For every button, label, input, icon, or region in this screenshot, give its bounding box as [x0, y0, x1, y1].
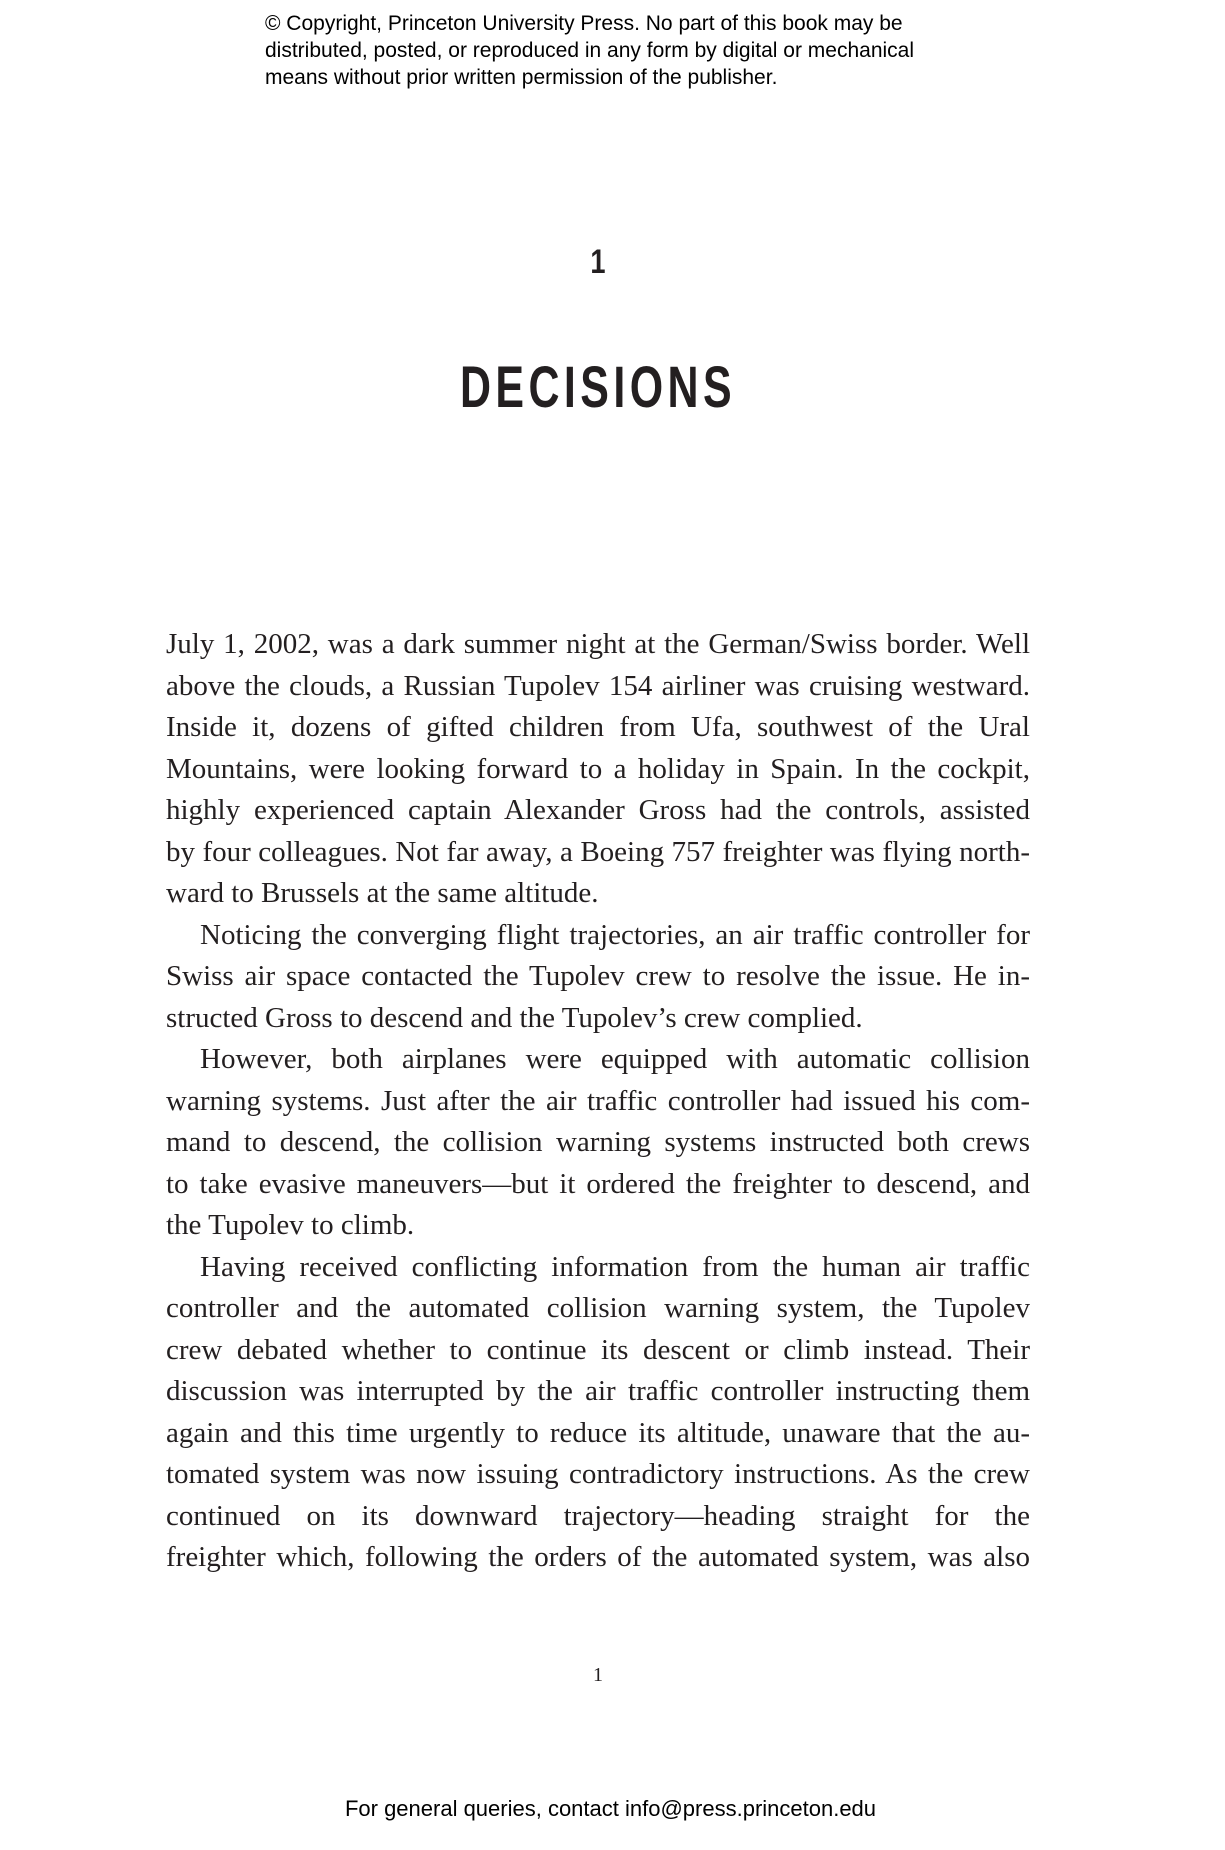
contact-footer	[0, 1796, 1225, 1822]
text-line: Inside it, dozens of gifted children from Ufa, southwest of the Ural	[166, 711, 1030, 743]
chapter-number: 1	[590, 243, 606, 281]
contact-footer-text: For general queries, contact info@press.princeton.edu	[344, 1796, 877, 1821]
text-line: again and this time urgently to reduce its altitude, unaware that the au-	[166, 1416, 1030, 1449]
text-line: Mountains, were looking forward to a holiday in Spain. In the cockpit,	[166, 752, 1030, 785]
text-line: discussion was interrupted by the air traffic controller instructing them	[166, 1375, 1030, 1407]
text-line: mand to descend, the collision warning systems instructed both crews	[166, 1126, 1030, 1158]
text-line: the Tupolev to climb.	[166, 1209, 415, 1241]
text-line: highly experienced captain Alexander Gross had the controls, assisted	[166, 794, 1030, 826]
copyright-notice	[265, 10, 1025, 91]
copyright-line: distributed, posted, or reproduced in any form by digital or mechanical	[265, 39, 915, 62]
body-text	[166, 624, 1030, 1579]
text-line: ward to Brussels at the same altitude.	[166, 877, 599, 909]
text-line: crew debated whether to continue its descent or climb instead. Their	[166, 1333, 1030, 1366]
text-line: to take evasive maneuvers—but it ordered the freighter to descend, and	[166, 1167, 1030, 1200]
text-line: Swiss air space contacted the Tupolev crew to resolve the issue. He in-	[166, 960, 1030, 992]
text-line: tomated system was now issuing contradictory instructions. As the crew	[166, 1458, 1030, 1490]
chapter-title: DECISIONS	[459, 355, 737, 420]
text-line: continued on its downward trajectory—heading straight for the	[166, 1499, 1030, 1532]
copyright-line: © Copyright, Princeton University Press. No part of this book may be	[265, 12, 903, 35]
text-line: freighter which, following the orders of the automated system, was also	[166, 1541, 1030, 1573]
copyright-line: means without prior written permission of the publisher.	[265, 66, 778, 89]
text-line: structed Gross to descend and the Tupolev’s crew complied.	[166, 1001, 863, 1034]
text-line: by four colleagues. Not far away, a Boeing 757 freighter was flying north-	[166, 835, 1030, 868]
text-line: Having received conflicting information from the human air traffic	[200, 1250, 1030, 1283]
text-line: Noticing the converging flight trajectories, an air traffic controller for	[200, 918, 1030, 951]
text-line: warning systems. Just after the air traffic controller had issued his com-	[166, 1084, 1030, 1117]
page-number: 1	[593, 1664, 603, 1686]
text-line: However, both airplanes were equipped with automatic collision	[200, 1043, 1030, 1075]
text-line: July 1, 2002, was a dark summer night at the German/Swiss border. Well	[166, 628, 1030, 660]
text-line: controller and the automated collision warning system, the Tupolev	[166, 1292, 1030, 1324]
text-line: above the clouds, a Russian Tupolev 154 airliner was cruising westward.	[166, 669, 1030, 702]
